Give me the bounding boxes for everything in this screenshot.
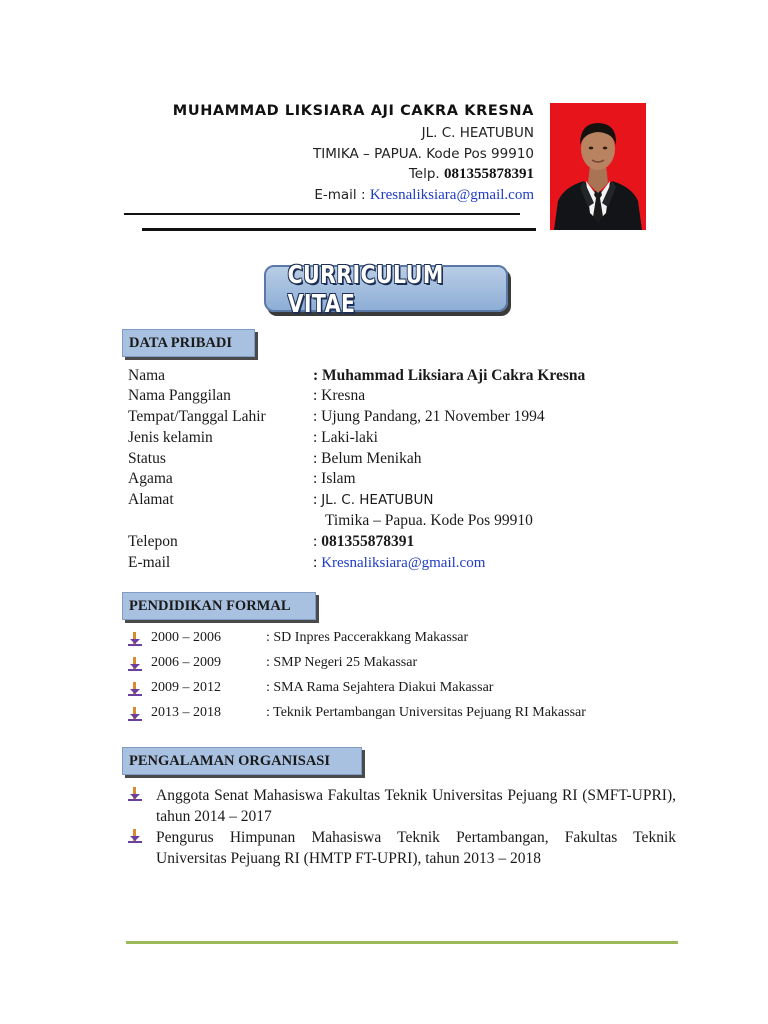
- header-phone-label: Telp.: [408, 166, 440, 182]
- value-address-colon: :: [313, 491, 322, 508]
- section-header-education: PENDIDIKAN FORMAL: [122, 592, 316, 620]
- value-email-link[interactable]: Kresnaliksiara@gmail.com: [321, 555, 486, 571]
- value-phone-colon: :: [313, 533, 322, 550]
- arrow-bullet-icon: [128, 682, 142, 696]
- header-email-link[interactable]: Kresnaliksiara@gmail.com: [369, 187, 534, 203]
- value-email: [313, 554, 485, 572]
- education-school: : SMP Negeri 25 Makassar: [266, 655, 418, 670]
- header-phone: [409, 166, 534, 183]
- person-silhouette-icon: [550, 103, 646, 230]
- value-nickname: : Kresna: [313, 387, 366, 404]
- header-divider-bottom: [142, 228, 536, 231]
- arrow-bullet-icon: [128, 829, 142, 843]
- arrow-bullet-icon: [128, 632, 142, 646]
- organization-text: Anggota Senat Mahasiswa Fakultas Teknik Universitas Pejuang RI (SMFT-UPRI), tahun 2014 – 2017: [156, 787, 676, 825]
- section-header-organization: PENGALAMAN ORGANISASI: [122, 747, 362, 775]
- value-address-line1: JL. C. HEATUBUN: [321, 492, 434, 508]
- value-religion: : Islam: [313, 470, 356, 487]
- value-address: [313, 491, 434, 509]
- profile-photo: [550, 103, 646, 230]
- footer-divider: [126, 941, 678, 944]
- education-school: : SD Inpres Paccerakkang Makassar: [266, 630, 469, 645]
- label-religion: Agama: [128, 470, 173, 487]
- arrow-bullet-icon: [128, 707, 142, 721]
- education-school: : Teknik Pertambangan Universitas Pejuang RI Makassar: [266, 705, 586, 720]
- education-years: 2006 – 2009: [151, 655, 221, 670]
- education-years: 2013 – 2018: [151, 705, 221, 720]
- label-gender: Jenis kelamin: [128, 429, 213, 446]
- applicant-name: MUHAMMAD LIKSIARA AJI CAKRA KRESNA: [172, 103, 534, 119]
- label-status: Status: [128, 450, 166, 467]
- header-divider-top: [124, 213, 520, 215]
- value-status: : Belum Menikah: [313, 450, 422, 467]
- header-address-line2: TIMIKA – PAPUA. Kode Pos 99910: [313, 146, 534, 162]
- label-address: Alamat: [128, 491, 174, 508]
- section-header-personal: DATA PRIBADI: [122, 329, 255, 357]
- value-phone-number: 081355878391: [321, 533, 415, 550]
- label-nickname: Nama Panggilan: [128, 387, 231, 404]
- education-years: 2000 – 2006: [151, 630, 221, 645]
- value-name: [313, 367, 585, 385]
- organization-text: Pengurus Himpunan Mahasiswa Teknik Pertambangan, Fakultas Teknik Universitas Pejuang RI (HMTP FT-UPRI), tahun 2013 – 2018: [156, 829, 676, 867]
- value-address-line2: Timika – Papua. Kode Pos 99910: [325, 512, 533, 529]
- label-email: E-mail: [128, 554, 171, 571]
- education-years: 2009 – 2012: [151, 680, 221, 695]
- header-email-label: E-mail :: [314, 187, 366, 203]
- organization-item: [128, 785, 676, 827]
- cv-title-banner: [264, 259, 508, 318]
- label-birth: Tempat/Tanggal Lahir: [128, 408, 266, 425]
- value-email-colon: :: [313, 554, 322, 571]
- value-birth: : Ujung Pandang, 21 November 1994: [313, 408, 545, 425]
- header-email: [314, 187, 534, 204]
- arrow-bullet-icon: [128, 787, 142, 801]
- value-gender: : Laki-laki: [313, 429, 378, 446]
- value-name-text: : Muhammad Liksiara Aji Cakra Kresna: [313, 367, 586, 384]
- arrow-bullet-icon: [128, 657, 142, 671]
- organization-item: [128, 827, 676, 869]
- cv-title: CURRICULUM VITAE: [287, 259, 444, 318]
- header-address-line1: JL. C. HEATUBUN: [421, 125, 534, 141]
- header-phone-value: 081355878391: [444, 166, 534, 182]
- label-name: Nama: [128, 367, 166, 384]
- education-school: : SMA Rama Sejahtera Diakui Makassar: [266, 680, 494, 695]
- value-phone: [313, 533, 414, 551]
- label-phone: Telepon: [128, 533, 178, 550]
